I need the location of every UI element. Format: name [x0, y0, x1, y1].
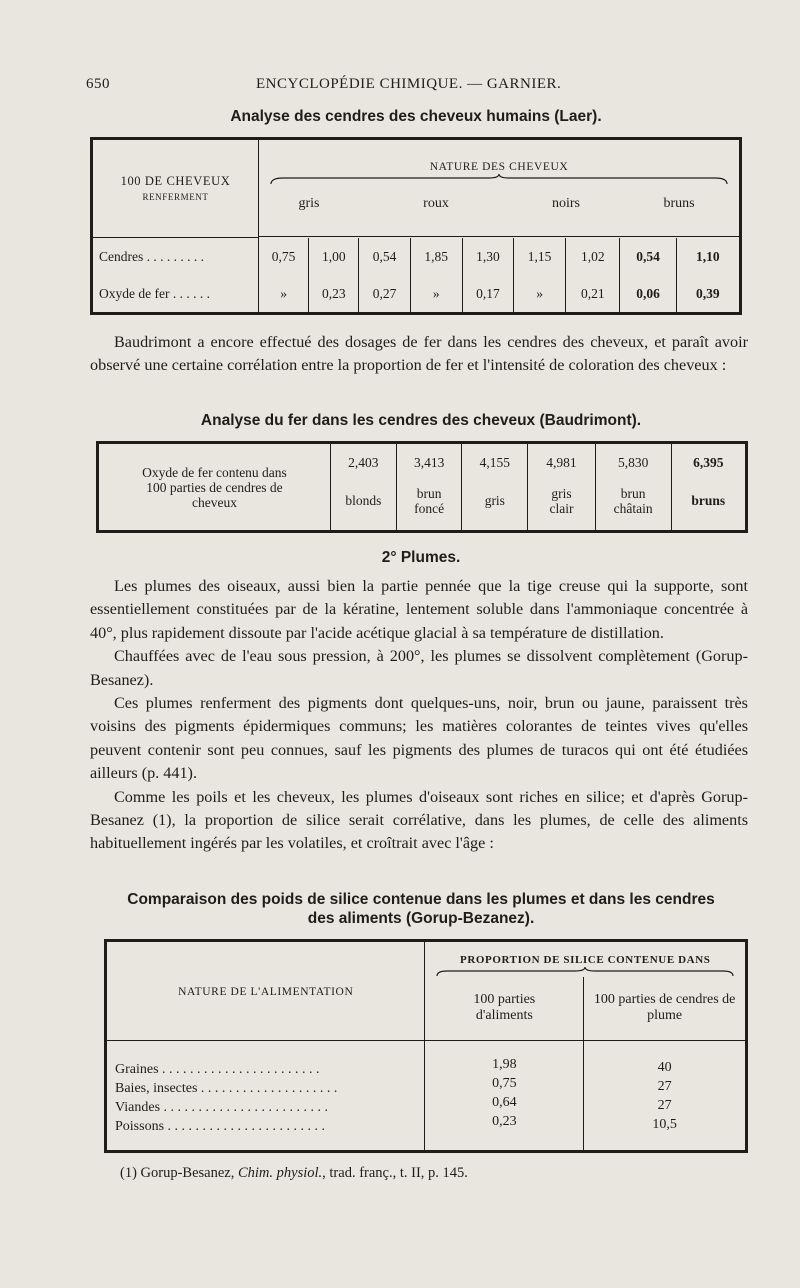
table3: [104, 939, 748, 1153]
table-cell: »: [259, 277, 309, 314]
table3-col-b: [584, 1041, 747, 1152]
table-cell: 5,830: [595, 443, 671, 472]
paragraph: Ces plumes renferment des pigments dont quelques-uns, noir, brun ou jaune, paraissent très voisins des pigments épidermiques communs; les matières colorantes de teintes vives qu'elles peuvent contenir sont peu connues, sauf les pigments des plumes de turacos qui ont été étudiées ailleurs (p. 441).: [90, 694, 748, 783]
table2-caption: Analyse du fer dans les cendres des cheveux (Baudrimont).: [200, 412, 642, 429]
row-label-cendres: Cendres . . . . . . . . .: [92, 238, 259, 277]
table1-row-header: 100 DE CHEVEUX renferment: [92, 139, 259, 238]
row-label-oxyde-de-fer: Oxyde de fer . . . . . .: [92, 277, 259, 314]
table-cell: 1,98: [492, 1056, 517, 1072]
group-label-roux: roux: [423, 196, 449, 211]
table-cell: 1,02: [566, 238, 620, 277]
table-cell: 1,30: [462, 238, 513, 277]
table-cell: 0,54: [620, 238, 676, 277]
brace-icon: [435, 967, 735, 977]
table-cell: 4,155: [462, 443, 528, 472]
table3-group-header: PROPORTION DE SILICE CONTENUE DANS: [460, 953, 711, 966]
table3-col-a: [425, 1041, 584, 1152]
paragraph: Les plumes des oiseaux, aussi bien la partie pennée que la tige creuse qui la supporte, sont essentiellement constituées par de la kératine, lentement soluble dans l'ammoniaque concentrée à 40°, plus rapidement dissoute par l'acide acétique glacial à sa température de distillation.: [90, 577, 748, 642]
running-title: ENCYCLOPÉDIE CHIMIQUE. — GARNIER.: [256, 76, 562, 92]
table3-caption-line2: des aliments (Gorup-Bezanez).: [307, 910, 535, 927]
table2: [96, 441, 748, 533]
table-row: Baies, insectes . . . . . . . . . . . . . . . . . . . .: [115, 1080, 338, 1096]
table-cell: 4,981: [528, 443, 596, 472]
table-cell: 0,75: [259, 238, 309, 277]
paragraph-baudrimont: Baudrimont a encore effectué des dosages de fer dans les cendres des cheveux, et paraît avoir observé une certaine corrélation entre la proportion de fer et l'intensité de coloration des cheveux :: [90, 333, 748, 375]
brace-icon: [269, 174, 729, 186]
table2-row-header: Oxyde de fer contenu dans 100 parties de cendres de cheveux: [98, 443, 331, 532]
table1-group-header-cell: [259, 139, 741, 237]
table-cell: »: [514, 277, 566, 314]
table-cell: bruns: [691, 493, 726, 509]
table-cell: 0,23: [309, 277, 359, 314]
table-cell: 0,21: [566, 277, 620, 314]
table-row: [92, 238, 741, 277]
table3-group-header-cell: [425, 941, 747, 977]
table1-caption: Analyse des cendres des cheveux humains (Laer).: [230, 108, 602, 125]
table-row: Poissons . . . . . . . . . . . . . . . . . . . . . . .: [115, 1118, 326, 1134]
paragraph: Comme les poils et les cheveux, les plumes d'oiseaux sont riches en silice; et d'après Gorup-Besanez (1), la proportion de silice serait corrélative, dans les plumes, de celle des aliments habituellement ingérés par les volatiles, et croîtrait avec l'âge :: [90, 787, 748, 853]
table-cell: 0,27: [359, 277, 410, 314]
table-cell: 0,75: [492, 1075, 517, 1091]
table-cell: 0,17: [462, 277, 513, 314]
table-cell: 0,64: [492, 1094, 517, 1110]
body-text: [90, 575, 748, 856]
footnote-title: Chim. physiol.: [237, 1165, 323, 1181]
table-row: Viandes . . . . . . . . . . . . . . . . . . . . . . . .: [115, 1099, 329, 1115]
group-label-bruns: bruns: [663, 196, 695, 211]
table-cell: »: [410, 277, 462, 314]
paragraph: Chauffées avec de l'eau sous pression, à 200°, les plumes se dissolvent complètement (Gorup-Besanez).: [90, 647, 748, 689]
table-cell: brun foncé: [396, 471, 462, 531]
group-label-gris: gris: [298, 196, 320, 211]
table-cell: 40: [657, 1059, 672, 1075]
table-cell: 27: [657, 1078, 672, 1094]
table3-caption: [96, 890, 746, 928]
footnote: (1) Gorup-Besanez, Chim. physiol., trad. franç., t. II, p. 145.: [120, 1165, 468, 1181]
table-cell: 1,85: [410, 238, 462, 277]
table3-sub2: 100 parties de cendres de plume: [584, 977, 747, 1041]
table1-group-header: NATURE DES CHEVEUX: [429, 161, 569, 173]
table-cell: 27: [657, 1097, 672, 1113]
page-number: 650: [86, 76, 110, 92]
table-cell: gris clair: [528, 471, 596, 531]
table-cell: gris: [462, 471, 528, 531]
table-cell: 0,06: [620, 277, 676, 314]
table-cell: 0,39: [696, 286, 720, 302]
table3-labels: [106, 1041, 425, 1152]
table3-col1-header: NATURE DE L'ALIMENTATION: [106, 941, 425, 1041]
table-cell: 1,15: [514, 238, 566, 277]
table-cell: 2,403: [330, 443, 396, 472]
table-cell: 1,00: [309, 238, 359, 277]
table1: [90, 137, 742, 315]
table-cell: 6,395: [693, 455, 724, 471]
running-head: [86, 76, 756, 98]
table-cell: brun châtain: [595, 471, 671, 531]
table3-caption-line1: Comparaison des poids de silice contenue dans les plumes et dans les cendres: [127, 891, 715, 908]
table-cell: 10,5: [652, 1116, 677, 1132]
table-cell: blonds: [330, 471, 396, 531]
table3-sub1: 100 parties d'aliments: [425, 977, 584, 1041]
table-cell: 0,54: [359, 238, 410, 277]
table-row: [92, 277, 741, 314]
table-row: Graines . . . . . . . . . . . . . . . . . . . . . . .: [115, 1061, 320, 1077]
table-cell: 3,413: [396, 443, 462, 472]
table-cell: 0,23: [492, 1113, 517, 1129]
table-cell: 1,10: [696, 249, 720, 265]
group-label-noirs: noirs: [552, 196, 580, 211]
section-title: 2° Plumes.: [381, 549, 461, 566]
